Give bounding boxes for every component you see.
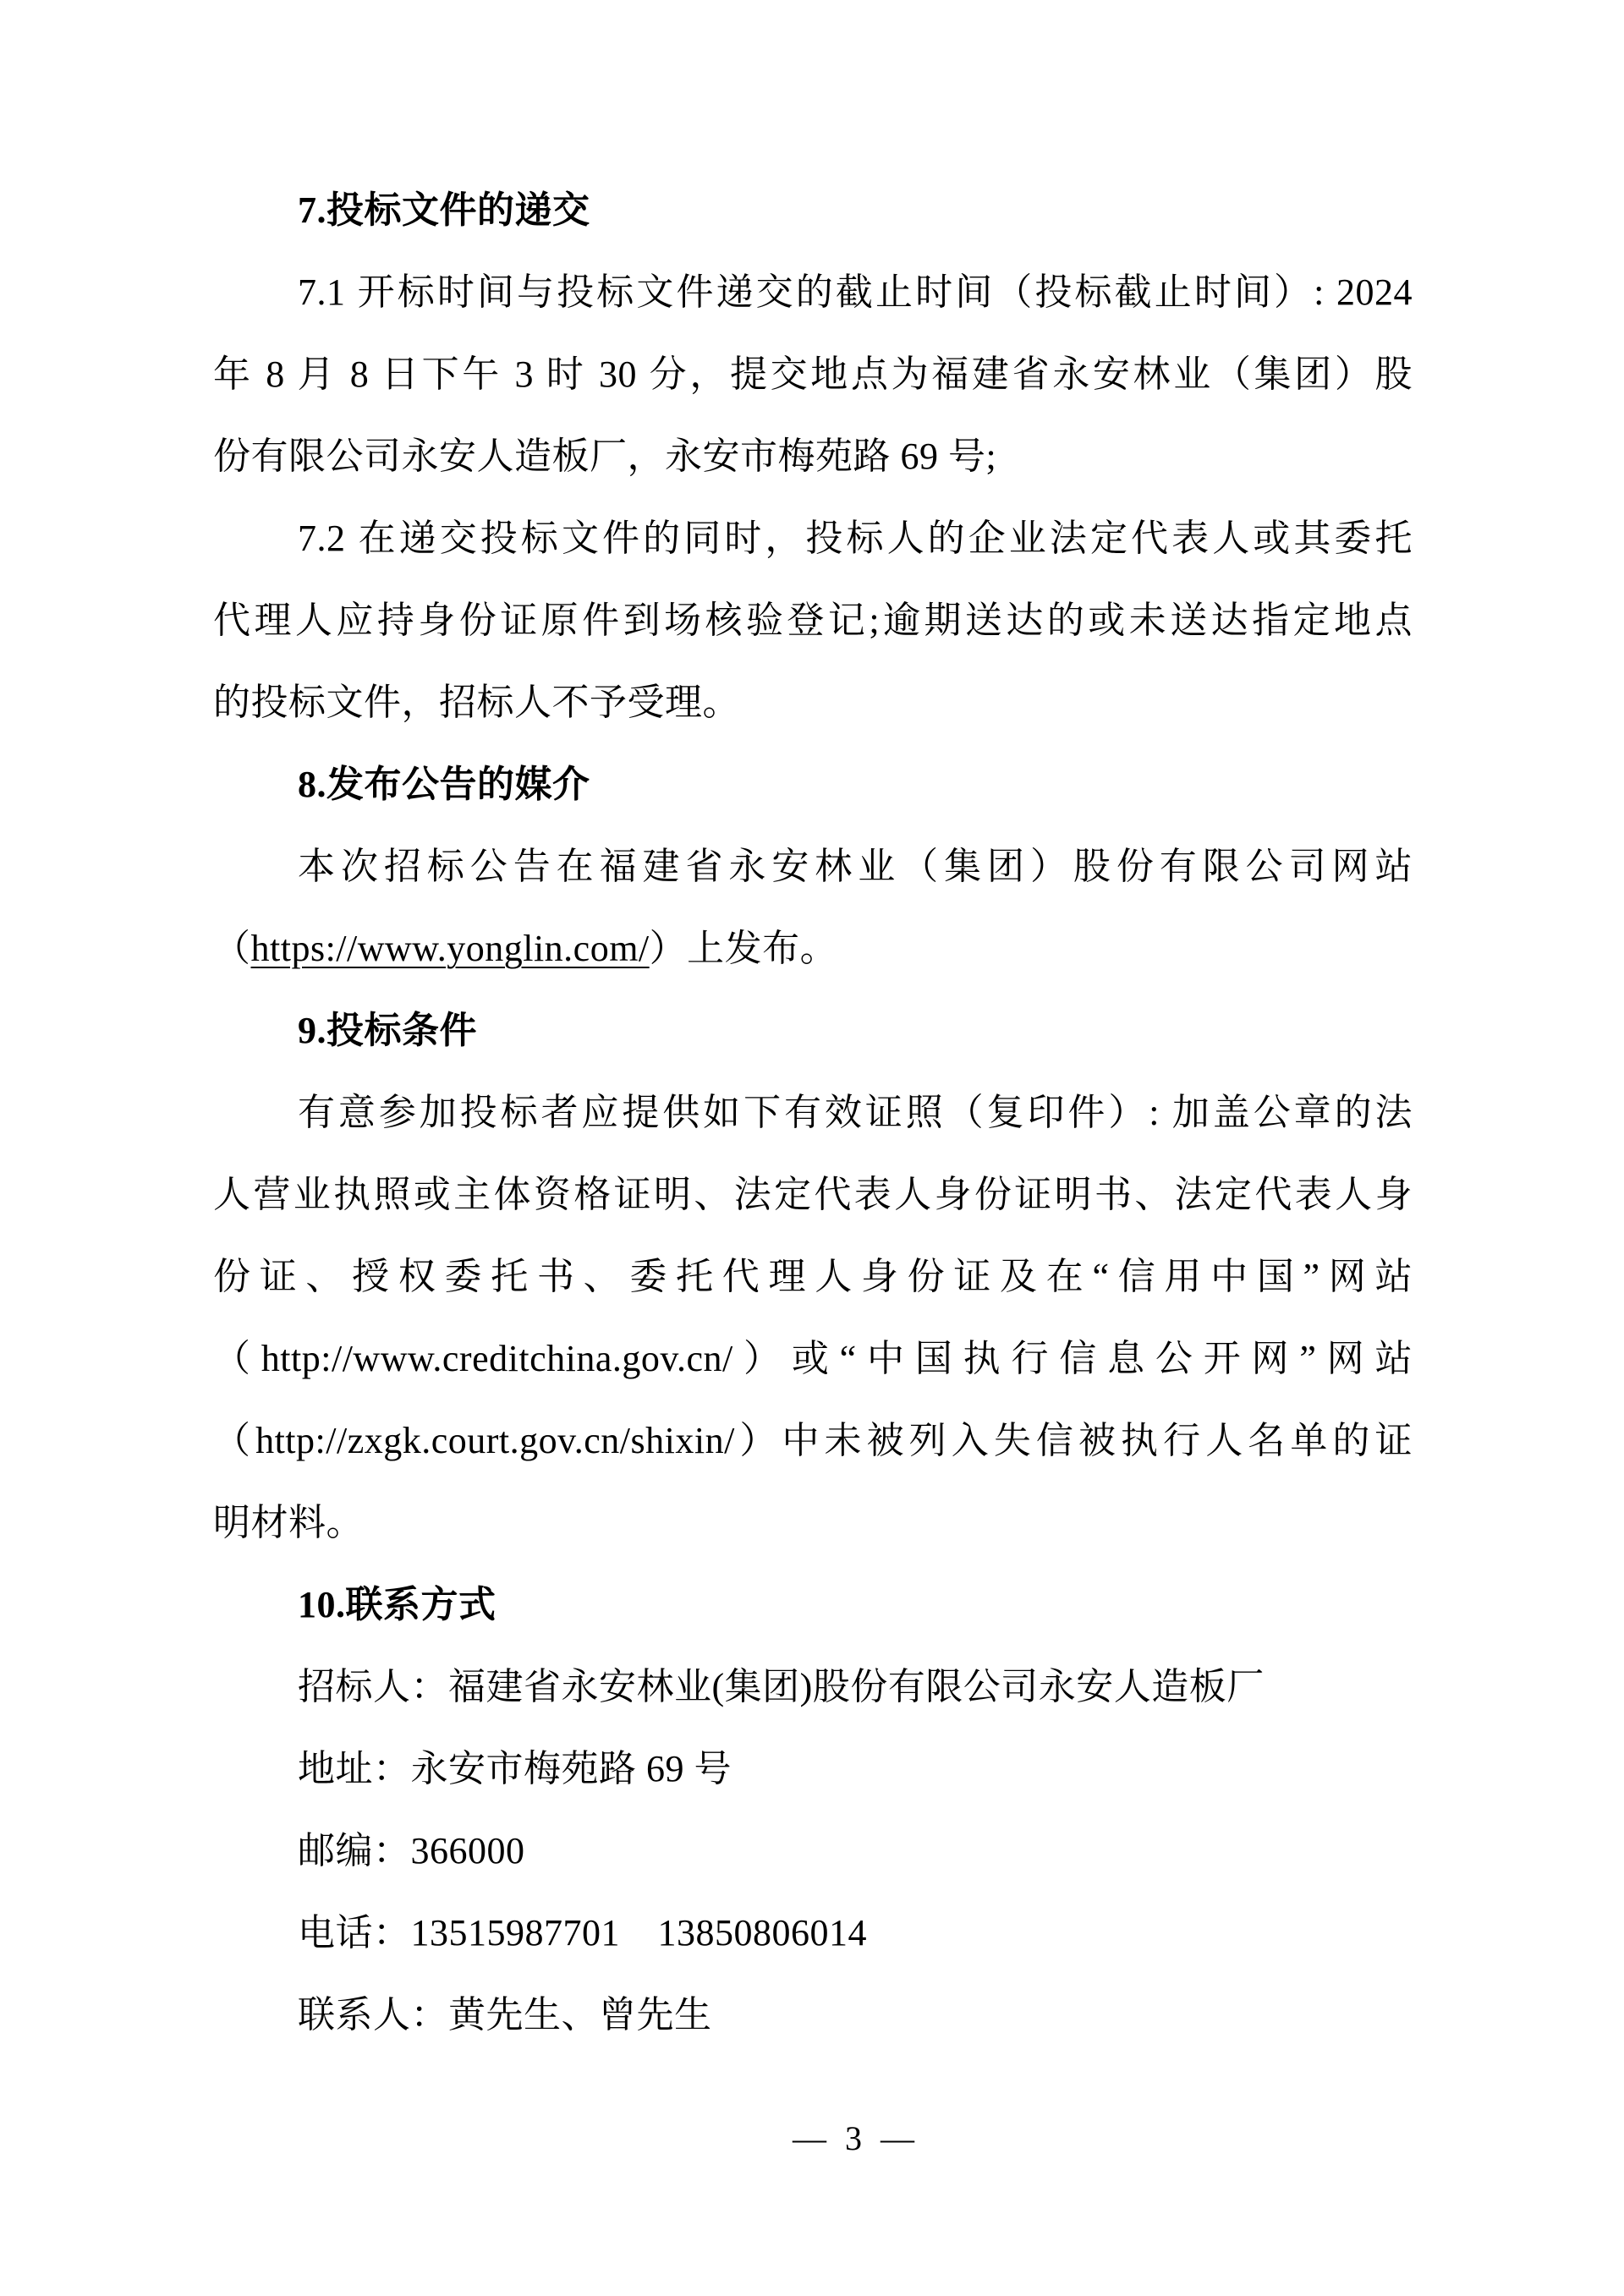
para-8-line-1: 本次招标公告在福建省永安林业（集团）股份有限公司网站 bbox=[298, 846, 1413, 887]
para-7-1-line-1: 7.1 开标时间与投标文件递交的截止时间（投标截止时间）: 2024 bbox=[298, 271, 1413, 313]
page-number: — 3 — bbox=[793, 2119, 919, 2157]
para-7-1-line-2: 年 8 月 8 日下午 3 时 30 分，提交地点为福建省永安林业（集团）股 bbox=[213, 353, 1413, 395]
contact-person-line: 联系人：黄先生、曾先生 bbox=[298, 1994, 712, 2036]
contact-address-line: 地址：永安市梅苑路 69 号 bbox=[298, 1748, 732, 1789]
open-paren: （ bbox=[213, 928, 251, 969]
para-7-2-line-1: 7.2 在递交投标文件的同时，投标人的企业法定代表人或其委托 bbox=[298, 518, 1413, 559]
contact-bidder-line: 招标人：福建省永安林业(集团)股份有限公司永安人造板厂 bbox=[298, 1666, 1265, 1707]
heading-8-announcement-media: 8.发布公告的媒介 bbox=[298, 764, 590, 805]
yonglin-url-text: https://www.yonglin.com/ bbox=[250, 928, 650, 969]
document-body bbox=[213, 169, 1413, 2056]
url-line-suffix: ）上发布。 bbox=[649, 928, 838, 969]
para-7-2-line-3: 的投标文件，招标人不予受理。 bbox=[213, 682, 740, 723]
heading-10-contact: 10.联系方式 bbox=[298, 1584, 497, 1625]
para-9-line-5-zxgk-url: （http://zxgk.court.gov.cn/shixin/）中未被列入失信被执行人名单的证 bbox=[213, 1420, 1413, 1461]
para-8-line-2 bbox=[213, 907, 1413, 989]
para-7-1-line-3: 份有限公司永安人造板厂，永安市梅苑路 69 号; bbox=[213, 436, 997, 477]
para-7-2-line-2: 代理人应持身份证原件到场核验登记;逾期送达的或未送达指定地点 bbox=[213, 600, 1413, 641]
contact-phone-line: 电话：13515987701 13850806014 bbox=[298, 1912, 867, 1954]
para-9-line-2: 人营业执照或主体资格证明、法定代表人身份证明书、法定代表人身 bbox=[213, 1174, 1413, 1215]
para-9-line-3: 份证、授权委托书、委托代理人身份证及在“信用中国”网站 bbox=[213, 1256, 1413, 1297]
para-9-line-6: 明材料。 bbox=[213, 1502, 364, 1543]
para-9-line-1: 有意参加投标者应提供如下有效证照（复印件）: 加盖公章的法 bbox=[298, 1092, 1413, 1133]
heading-7-submission-of-bids: 7.投标文件的递交 bbox=[298, 189, 590, 231]
para-9-line-4-creditchina-url: （http://www.creditchina.gov.cn/）或“中国执行信息公开网”网站 bbox=[213, 1338, 1413, 1379]
contact-postcode-line: 邮编：366000 bbox=[298, 1830, 525, 1871]
heading-9-bidding-conditions: 9.投标条件 bbox=[298, 1010, 477, 1051]
